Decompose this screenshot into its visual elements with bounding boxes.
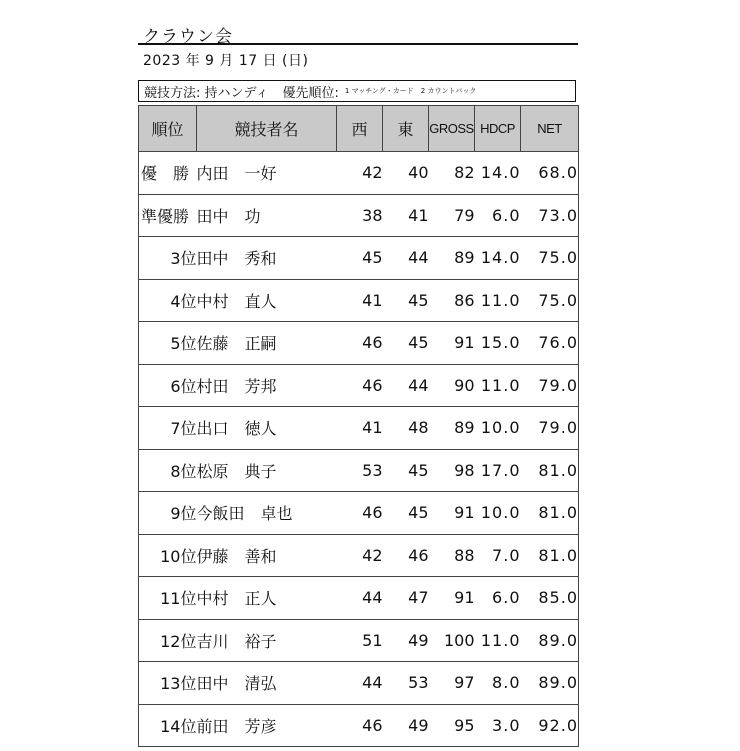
west-score-cell: 53: [337, 449, 383, 492]
rank-cell: 5位: [139, 322, 197, 365]
rank-cell: 準優勝: [139, 194, 197, 237]
rank-cell: 14位: [139, 704, 197, 747]
east-score-cell: 45: [383, 449, 429, 492]
rank-cell: 優 勝: [139, 152, 197, 195]
gross-cell: 89: [429, 237, 475, 280]
header-net: NET: [521, 106, 579, 152]
net-cell: 79.0: [521, 407, 579, 450]
hdcp-cell: 14.0: [475, 152, 521, 195]
competition-method: 競技方法: 持ハンディ: [144, 85, 269, 101]
table-row: [139, 577, 579, 620]
net-cell: 81.0: [521, 534, 579, 577]
player-name-cell: 内田 一好: [197, 152, 337, 195]
west-score-cell: 42: [337, 152, 383, 195]
player-name-cell: 伊藤 善和: [197, 534, 337, 577]
net-cell: 85.0: [521, 577, 579, 620]
west-score-cell: 45: [337, 237, 383, 280]
west-score-cell: 46: [337, 364, 383, 407]
gross-cell: 98: [429, 449, 475, 492]
net-cell: 73.0: [521, 194, 579, 237]
gross-cell: 91: [429, 322, 475, 365]
priority-label: 優先順位:: [282, 85, 339, 101]
table-row: [139, 704, 579, 747]
gross-cell: 88: [429, 534, 475, 577]
player-name-cell: 出口 徳人: [197, 407, 337, 450]
gross-cell: 90: [429, 364, 475, 407]
rank-cell: 4位: [139, 279, 197, 322]
rank-cell: 10位: [139, 534, 197, 577]
west-score-cell: 44: [337, 662, 383, 705]
player-name-cell: 前田 芳彦: [197, 704, 337, 747]
player-name-cell: 田中 清弘: [197, 662, 337, 705]
east-score-cell: 46: [383, 534, 429, 577]
east-score-cell: 49: [383, 704, 429, 747]
east-score-cell: 44: [383, 364, 429, 407]
east-score-cell: 40: [383, 152, 429, 195]
west-score-cell: 41: [337, 407, 383, 450]
net-cell: 92.0: [521, 704, 579, 747]
player-name-cell: 吉川 裕子: [197, 619, 337, 662]
table-row: [139, 152, 579, 195]
table-row: [139, 449, 579, 492]
player-name-cell: 中村 直人: [197, 279, 337, 322]
net-cell: 75.0: [521, 279, 579, 322]
event-date: 2023 年 9 月 17 日 (日): [143, 53, 309, 69]
east-score-cell: 44: [383, 237, 429, 280]
table-row: [139, 662, 579, 705]
west-score-cell: 38: [337, 194, 383, 237]
document-title: クラウン会: [143, 27, 233, 47]
net-cell: 81.0: [521, 449, 579, 492]
header-hdcp: HDCP: [475, 106, 521, 152]
competition-rules-box: [138, 80, 576, 102]
table-row: [139, 194, 579, 237]
west-score-cell: 46: [337, 322, 383, 365]
gross-cell: 95: [429, 704, 475, 747]
east-score-cell: 41: [383, 194, 429, 237]
rank-cell: 9位: [139, 492, 197, 535]
player-name-cell: 佐藤 正嗣: [197, 322, 337, 365]
east-score-cell: 45: [383, 492, 429, 535]
table-row: [139, 492, 579, 535]
west-score-cell: 51: [337, 619, 383, 662]
player-name-cell: 田中 功: [197, 194, 337, 237]
rank-cell: 11位: [139, 577, 197, 620]
hdcp-cell: 3.0: [475, 704, 521, 747]
west-score-cell: 46: [337, 704, 383, 747]
hdcp-cell: 11.0: [475, 279, 521, 322]
east-score-cell: 48: [383, 407, 429, 450]
net-cell: 89.0: [521, 662, 579, 705]
net-cell: 68.0: [521, 152, 579, 195]
rank-cell: 8位: [139, 449, 197, 492]
west-score-cell: 41: [337, 279, 383, 322]
player-name-cell: 中村 正人: [197, 577, 337, 620]
header-name: 競技者名: [197, 106, 337, 152]
priority-options: 1 マッチング・カード 2 カウントバック: [344, 87, 477, 95]
hdcp-cell: 11.0: [475, 364, 521, 407]
table-row: [139, 279, 579, 322]
table-row: [139, 237, 579, 280]
net-cell: 75.0: [521, 237, 579, 280]
hdcp-cell: 10.0: [475, 492, 521, 535]
table-row: [139, 534, 579, 577]
east-score-cell: 45: [383, 279, 429, 322]
east-score-cell: 53: [383, 662, 429, 705]
hdcp-cell: 14.0: [475, 237, 521, 280]
hdcp-cell: 6.0: [475, 577, 521, 620]
hdcp-cell: 17.0: [475, 449, 521, 492]
results-table: [138, 105, 579, 747]
west-score-cell: 44: [337, 577, 383, 620]
player-name-cell: 松原 典子: [197, 449, 337, 492]
east-score-cell: 49: [383, 619, 429, 662]
gross-cell: 97: [429, 662, 475, 705]
table-header-row: [139, 106, 579, 152]
west-score-cell: 46: [337, 492, 383, 535]
hdcp-cell: 6.0: [475, 194, 521, 237]
rank-cell: 3位: [139, 237, 197, 280]
gross-cell: 100: [429, 619, 475, 662]
rank-cell: 12位: [139, 619, 197, 662]
player-name-cell: 村田 芳邦: [197, 364, 337, 407]
header-rank: 順位: [139, 106, 197, 152]
player-name-cell: 田中 秀和: [197, 237, 337, 280]
header-west: 西: [337, 106, 383, 152]
hdcp-cell: 8.0: [475, 662, 521, 705]
gross-cell: 91: [429, 577, 475, 620]
net-cell: 76.0: [521, 322, 579, 365]
west-score-cell: 42: [337, 534, 383, 577]
player-name-cell: 今飯田 卓也: [197, 492, 337, 535]
gross-cell: 82: [429, 152, 475, 195]
table-row: [139, 407, 579, 450]
table-row: [139, 619, 579, 662]
net-cell: 89.0: [521, 619, 579, 662]
rank-cell: 13位: [139, 662, 197, 705]
gross-cell: 91: [429, 492, 475, 535]
hdcp-cell: 11.0: [475, 619, 521, 662]
rank-cell: 7位: [139, 407, 197, 450]
east-score-cell: 47: [383, 577, 429, 620]
hdcp-cell: 15.0: [475, 322, 521, 365]
gross-cell: 86: [429, 279, 475, 322]
title-underline: [138, 43, 578, 45]
hdcp-cell: 7.0: [475, 534, 521, 577]
net-cell: 79.0: [521, 364, 579, 407]
rank-cell: 6位: [139, 364, 197, 407]
gross-cell: 89: [429, 407, 475, 450]
header-gross: GROSS: [429, 106, 475, 152]
header-east: 東: [383, 106, 429, 152]
table-row: [139, 322, 579, 365]
east-score-cell: 45: [383, 322, 429, 365]
net-cell: 81.0: [521, 492, 579, 535]
gross-cell: 79: [429, 194, 475, 237]
table-row: [139, 364, 579, 407]
hdcp-cell: 10.0: [475, 407, 521, 450]
